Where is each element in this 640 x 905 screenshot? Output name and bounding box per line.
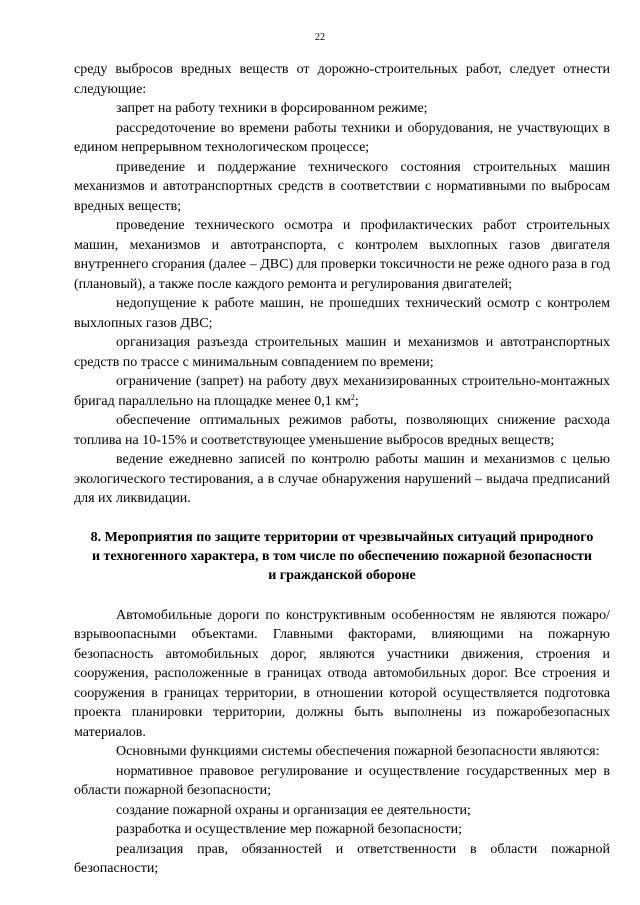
list-item: организация разъезда строительных машин и механизмов и автотранспортных средств по трассе с минимальным совпадением по времени;	[74, 335, 610, 370]
paragraph: Основными функциями системы обеспечения пожарной безопасности являются:	[116, 744, 600, 759]
section-8-body	[74, 606, 610, 879]
paragraph: среду выбросов вредных веществ от дорожно-строительных работ, следует отнести следующие:	[74, 62, 610, 97]
list-item: проведение технического осмотра и профилактических работ строительных машин, механизмов и автотранспорта, с контролем выхлопных газов двигателя внутреннего сгорания (далее – ДВС) для проверки токсичности не реже одного раза в год (плановый), а также после каждого ремонта и регулирования двигателей;	[74, 218, 610, 292]
list-item: разработка и осуществление мер пожарной безопасности;	[116, 822, 463, 837]
list-item: приведение и поддержание технического состояния строительных машин механизмов и автотранспортных средств в соответствии с нормативными по выбросам вредных веществ;	[74, 159, 610, 214]
list-item: запрет на работу техники в форсированном режиме;	[116, 101, 428, 116]
list-item: создание пожарной охраны и организация ее деятельности;	[116, 802, 471, 818]
paragraph: Автомобильные дороги по конструктивным особенностям не являются пожаро/взрывоопасными объектами. Главными факторами, влияющими на пожарную безопасность автомобильных дорог, являются участники движения, строения и сооружения, расположенные в границах отвода автомобильных дорог. Все строения и сооружения в границах территории, в отношении которой осуществляется подготовка проекта планировки территории, должны быть выполнены из пожаробезопасных материалов.	[74, 607, 610, 740]
section-1-measures	[74, 60, 610, 509]
page-number: 22	[315, 32, 325, 43]
list-item: ведение ежедневно записей по контролю работы машин и механизмов с целью экологического тестирования, а в случае обнаружения нарушений – выдача предписаний для их ликвидации.	[74, 452, 610, 506]
document-body	[74, 60, 610, 879]
section-heading: 8. Мероприятия по защите территории от чрезвычайных ситуаций природного и техногенного характера, в том числе по обеспечению пожарной безопасности и гражданской обороне	[90, 529, 594, 583]
list-item: рассредоточение во времени работы техники и оборудования, не участвующих в едином непрерывном технологическом процессе;	[74, 120, 610, 155]
restriction-end: ;	[354, 393, 359, 409]
list-item: нормативное правовое регулирование и осуществление государственных мер в области пожарной безопасности;	[74, 763, 610, 798]
superscript: 2	[350, 392, 355, 402]
list-item: обеспечение оптимальных режимов работы, позволяющих снижение расхода топлива на 10-15% и соответствующее уменьшение выбросов вредных веществ;	[74, 413, 610, 448]
list-item: недопущение к работе машин, не прошедших технический осмотр с контролем выхлопных газов ДВС;	[74, 296, 610, 331]
list-item: реализация прав, обязанностей и ответственности в области пожарной безопасности;	[74, 841, 610, 876]
restriction-text: ограничение (запрет) на работу двух механизированных строительно-монтажных бригад параллельно на площадке менее 0,1 км	[74, 374, 610, 409]
list-item	[74, 372, 610, 411]
